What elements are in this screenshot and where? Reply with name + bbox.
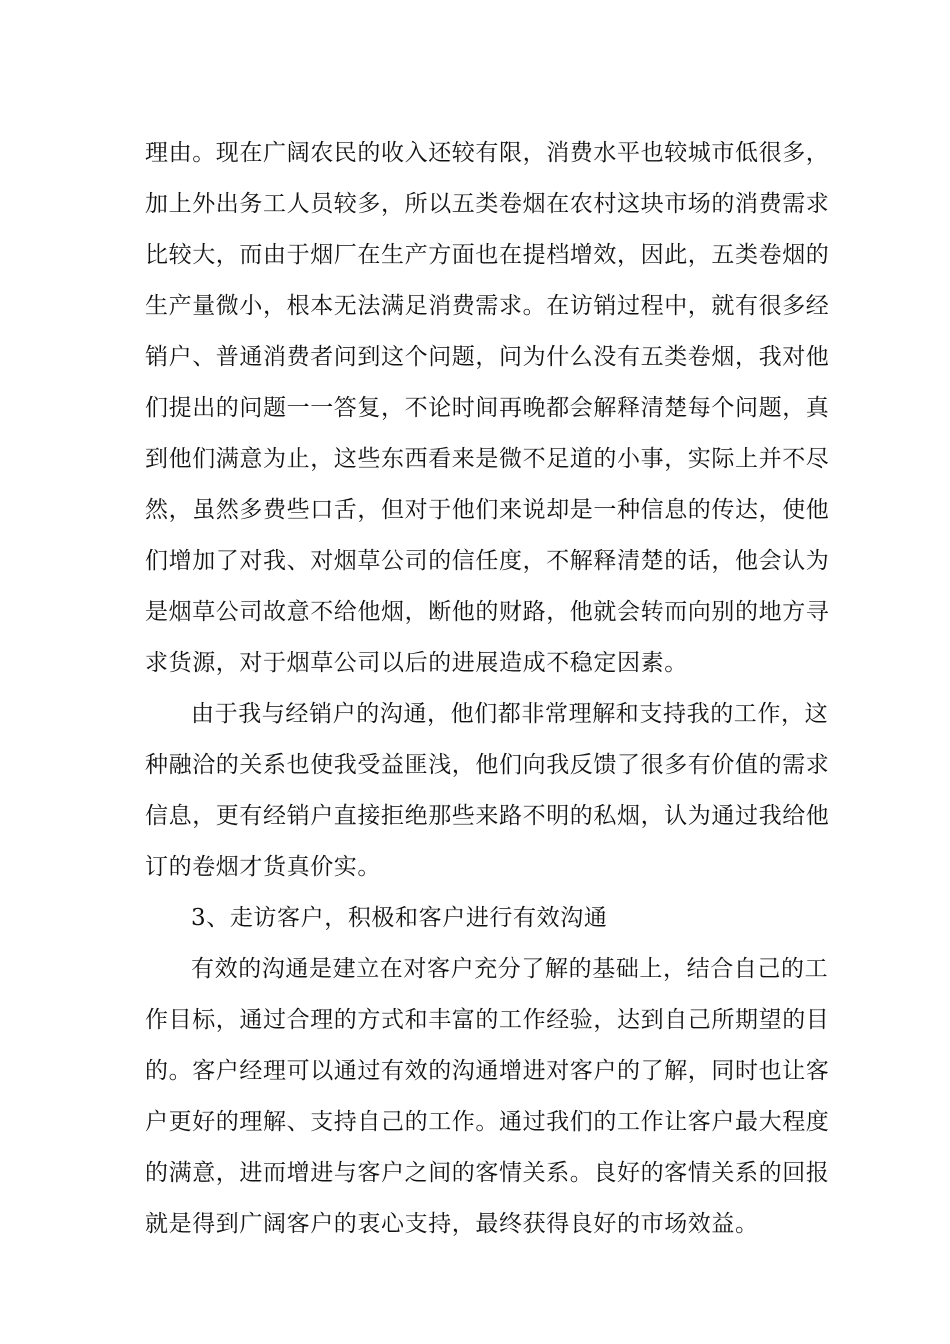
text-line: 理由。现在广阔农民的收入还较有限，消费水平也较城市低很多， (145, 140, 830, 166)
text-line: 然，虽然多费些口舌，但对于他们来说却是一种信息的传达，使他 (145, 497, 830, 523)
text-line: 作目标，通过合理的方式和丰富的工作经验，达到自己所期望的目 (145, 1007, 830, 1033)
text-line: 们提出的问题一一答复，不论时间再晚都会解释清楚每个问题，真 (145, 395, 830, 421)
paragraph-p1 (145, 128, 830, 689)
heading-line: 3、走访客户，积极和客户进行有效沟通 (191, 905, 608, 931)
text-line: 信息，更有经销户直接拒绝那些来路不明的私烟，认为通过我给他 (145, 803, 830, 829)
text-line: 到他们满意为止，这些东西看来是微不足道的小事，实际上并不尽 (145, 446, 830, 472)
document-body (145, 128, 830, 1250)
text-line: 销户、普通消费者问到这个问题，问为什么没有五类卷烟，我对他 (145, 344, 830, 370)
paragraph-p3 (145, 944, 830, 1250)
paragraph-p2 (145, 689, 830, 893)
text-line: 由于我与经销户的沟通，他们都非常理解和支持我的工作，这 (191, 701, 829, 727)
text-line: 的。客户经理可以通过有效的沟通增进对客户的了解，同时也让客 (145, 1058, 830, 1084)
text-line: 加上外出务工人员较多，所以五类卷烟在农村这块市场的消费需求 (145, 191, 830, 217)
text-line: 有效的沟通是建立在对客户充分了解的基础上，结合自己的工 (191, 956, 829, 982)
text-line: 比较大，而由于烟厂在生产方面也在提档增效，因此，五类卷烟的 (145, 242, 830, 268)
section-heading-3 (145, 893, 813, 944)
text-line: 订的卷烟才货真价实。 (145, 854, 381, 880)
text-line: 求货源，对于烟草公司以后的进展造成不稳定因素。 (145, 650, 688, 676)
text-line: 户更好的理解、支持自己的工作。通过我们的工作让客户最大程度 (145, 1109, 830, 1135)
text-line: 是烟草公司故意不给他烟，断他的财路，他就会转而向别的地方寻 (145, 599, 830, 625)
text-line: 的满意，进而增进与客户之间的客情关系。良好的客情关系的回报 (145, 1160, 830, 1186)
text-line: 就是得到广阔客户的衷心支持，最终获得良好的市场效益。 (145, 1211, 759, 1237)
text-line: 们增加了对我、对烟草公司的信任度，不解释清楚的话，他会认为 (145, 548, 830, 574)
text-line: 种融洽的关系也使我受益匪浅，他们向我反馈了很多有价值的需求 (145, 752, 830, 778)
text-line: 生产量微小，根本无法满足消费需求。在访销过程中，就有很多经 (145, 293, 830, 319)
